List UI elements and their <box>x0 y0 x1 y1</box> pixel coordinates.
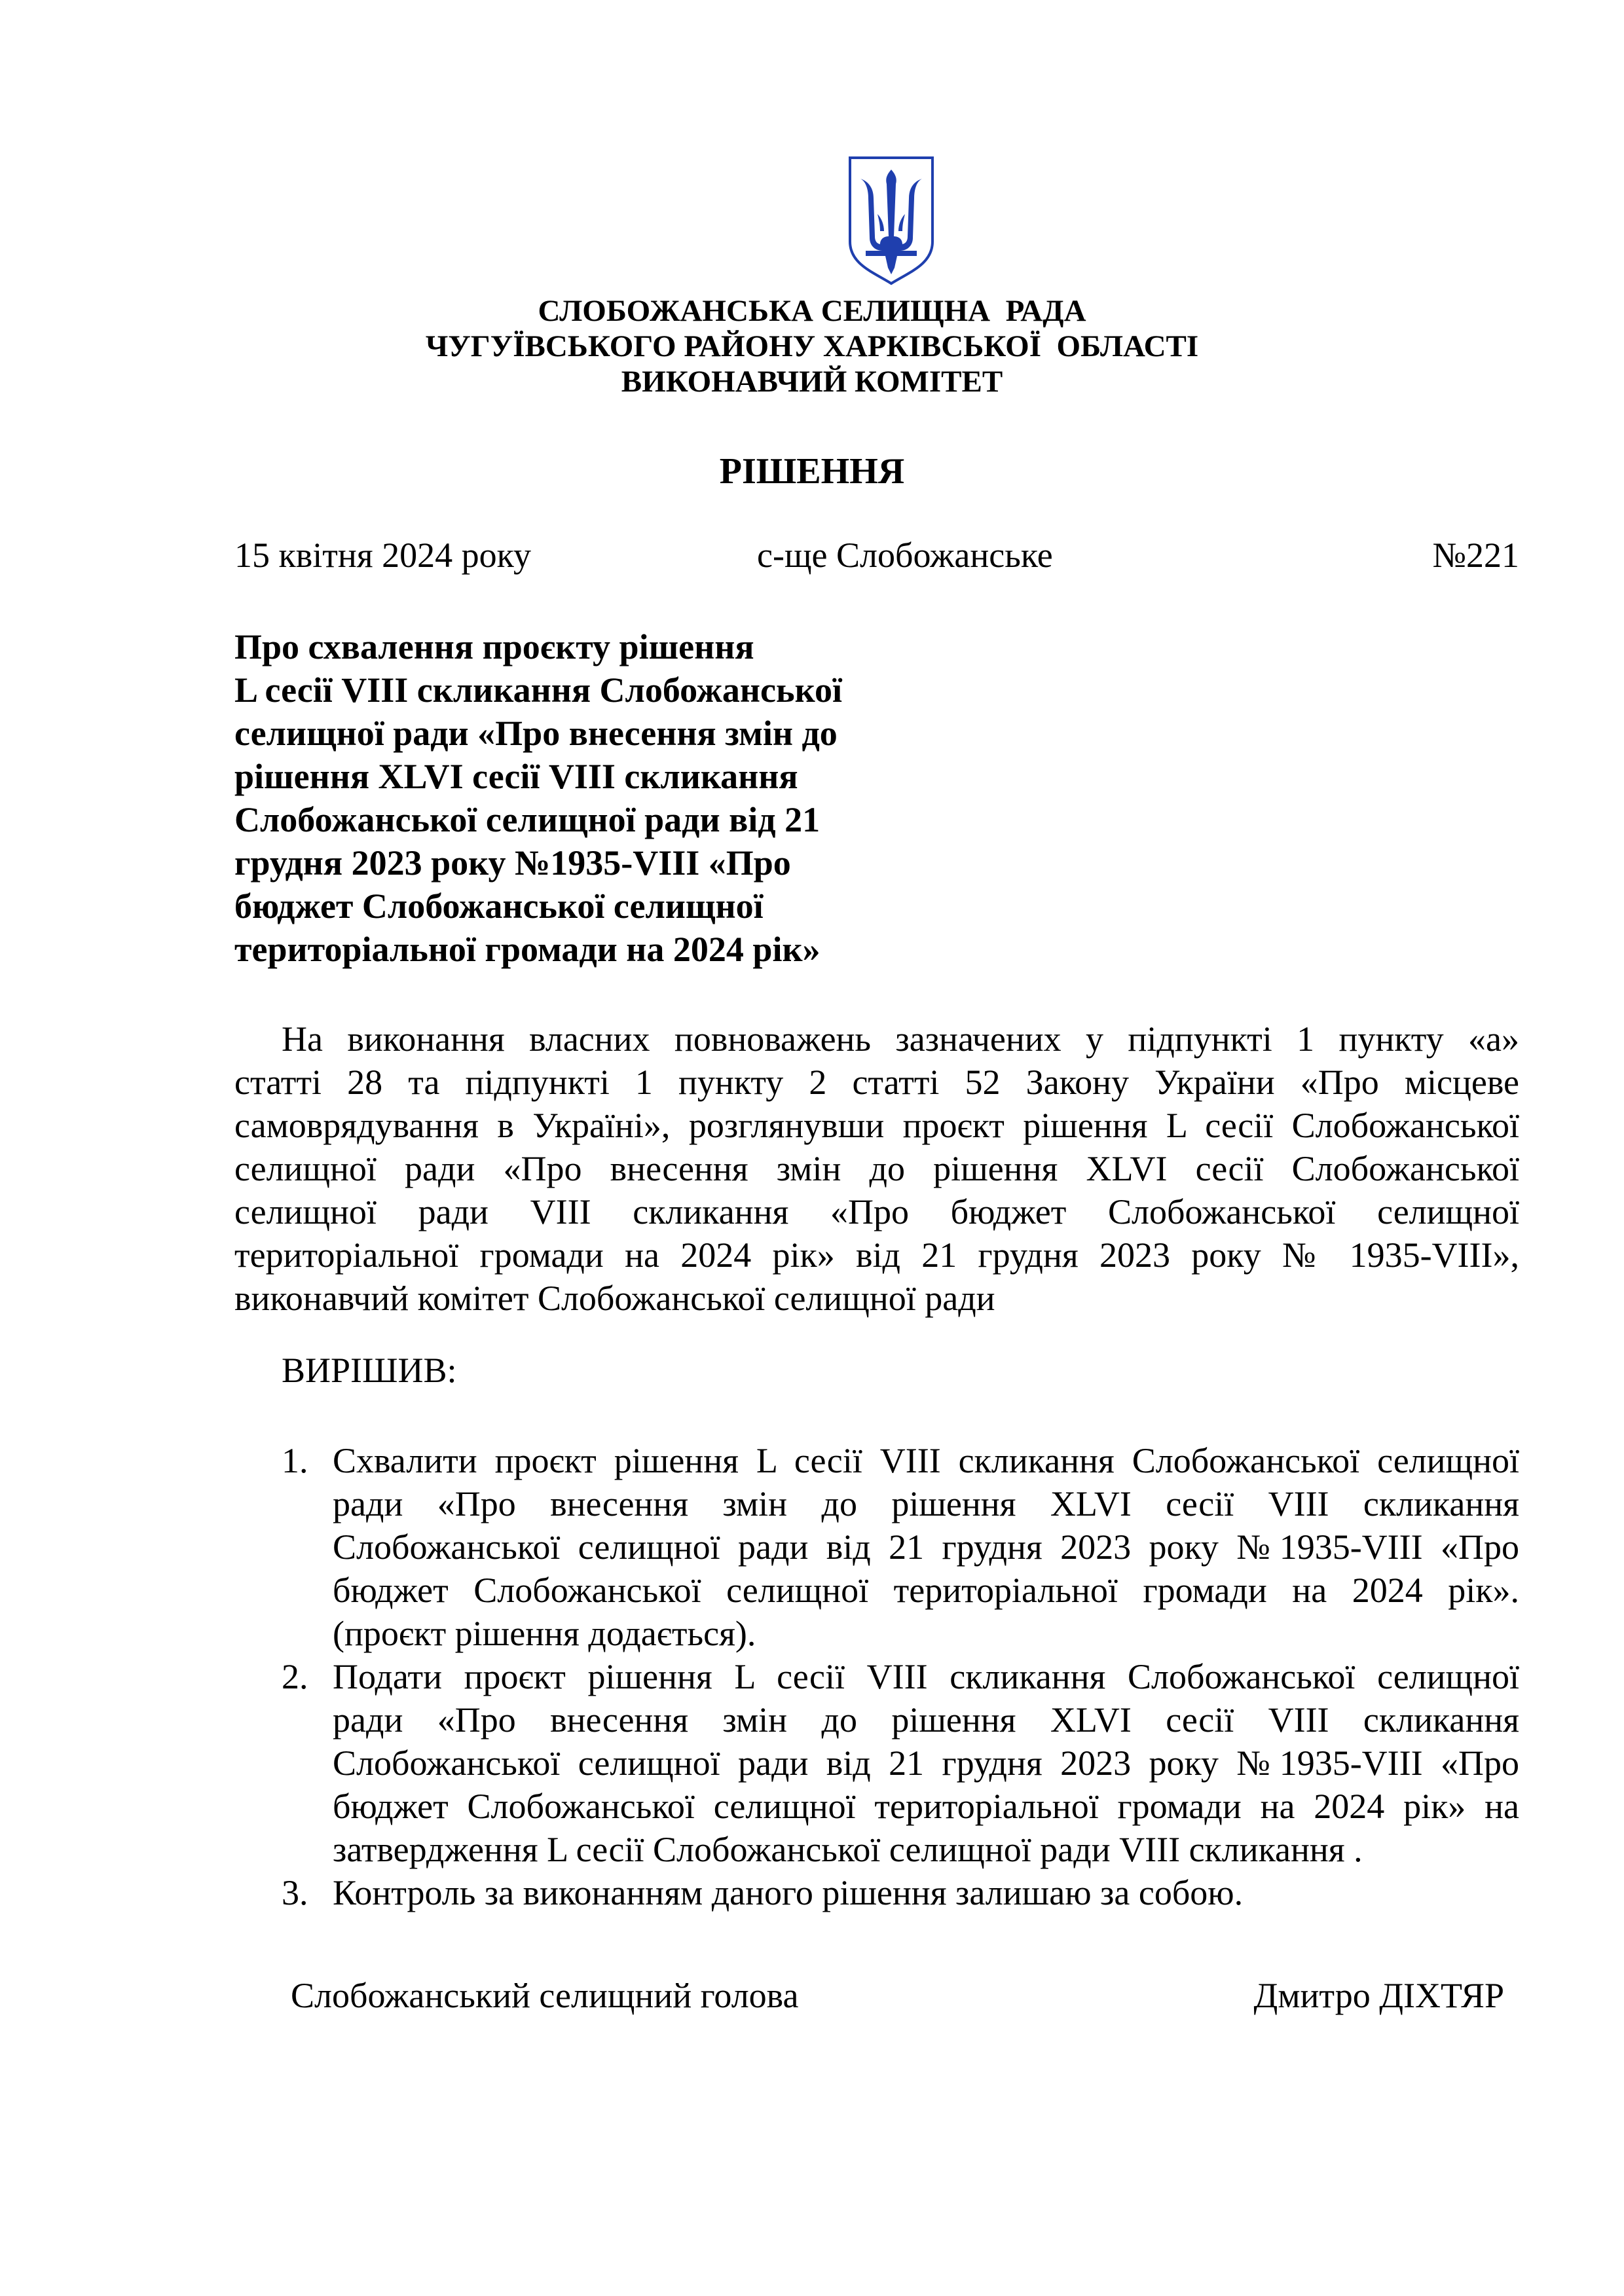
committee-name: ВИКОНАВЧИЙ КОМІТЕТ <box>621 365 1003 399</box>
item-number: 2. <box>282 1657 308 1696</box>
preamble-line: територіальної громади на 2024 рік» від 21 грудня 2023 року № 1935-VIII», <box>234 1235 1519 1275</box>
item-line: бюджет Слобожанської селищної територіальної громади на 2024 рік». <box>333 1571 1519 1610</box>
district-name: ЧУГУЇВСЬКОГО РАЙОНУ ХАРКІВСЬКОЇ ОБЛАСТІ <box>425 329 1199 363</box>
item-line: Контроль за виконанням даного рішення залишаю за собою. <box>333 1873 1244 1912</box>
document-date: 15 квітня 2024 року <box>234 536 532 575</box>
document-place: с-ще Слобожанське <box>757 536 1053 575</box>
preamble-paragraph <box>234 1017 1519 1320</box>
preamble-line: селищної ради VIII скликання «Про бюджет Слобожанської селищної <box>234 1192 1519 1231</box>
document-number: №221 <box>1432 536 1519 575</box>
subject-line: рішення XLVI сесії VIII скликання <box>234 757 798 796</box>
subject-line: грудня 2023 року №1935-VIII «Про <box>234 843 791 883</box>
subject-line: L сесії VIII скликання Слобожанської <box>234 670 842 710</box>
subject-line: територіальної громади на 2024 рік» <box>234 930 821 969</box>
item-line: Слобожанської селищної ради від 21 грудня 2023 року №1935-VIII «Про <box>333 1743 1519 1783</box>
council-name: СЛОБОЖАНСЬКА СЕЛИЩНА РАДА <box>538 294 1086 328</box>
resolved-heading: ВИРІШИВ: <box>282 1351 457 1390</box>
item-line: затвердження L сесії Слобожанської селищної ради VIII скликання . <box>333 1830 1363 1869</box>
preamble-line: статті 28 та підпункті 1 пункту 2 статті 52 Закону України «Про місцеве <box>234 1063 1519 1102</box>
document-subject <box>234 625 889 971</box>
trident-coat-of-arms-icon <box>846 155 936 286</box>
item-line: бюджет Слобожанської селищної територіальної громади на 2024 рік» на <box>333 1787 1519 1826</box>
list-item <box>282 1439 1519 1655</box>
signatory-name: Дмитро ДІХТЯР <box>1253 1976 1504 2015</box>
subject-line: Про схвалення проєкту рішення <box>234 627 754 666</box>
item-number: 3. <box>282 1873 308 1912</box>
list-item <box>282 1655 1519 1871</box>
item-line: Слобожанської селищної ради від 21 грудня 2023 року №1935-VIII «Про <box>333 1527 1519 1567</box>
document-type-title: РІШЕННЯ <box>719 451 905 492</box>
subject-line: селищної ради «Про внесення змін до <box>234 714 838 753</box>
item-line: ради «Про внесення змін до рішення XLVI сесії VIII скликання <box>333 1484 1519 1523</box>
item-line: (проєкт рішення додається). <box>333 1614 756 1653</box>
preamble-line: селищної ради «Про внесення змін до рішення XLVI сесії Слобожанської <box>234 1149 1519 1188</box>
preamble-line: На виконання власних повноважень зазначених у підпункті 1 пункту «а» <box>282 1019 1519 1059</box>
item-number: 1. <box>282 1441 308 1480</box>
item-line: ради «Про внесення змін до рішення XLVI сесії VIII скликання <box>333 1700 1519 1740</box>
subject-line: Слобожанської селищної ради від 21 <box>234 800 821 839</box>
subject-line: бюджет Слобожанської селищної <box>234 886 764 926</box>
issuer-header <box>0 293 1624 399</box>
signatory-position: Слобожанський селищний голова <box>291 1976 799 2015</box>
resolution-items <box>282 1439 1519 1914</box>
item-line: Схвалити проєкт рішення L сесії VIII скликання Слобожанської селищної <box>333 1441 1519 1480</box>
list-item <box>282 1871 1519 1914</box>
item-line: Подати проєкт рішення L сесії VIII скликання Слобожанської селищної <box>333 1657 1519 1696</box>
document-meta <box>234 535 1519 575</box>
preamble-line: самоврядування в Україні», розглянувши проєкт рішення L сесії Слобожанської <box>234 1106 1519 1145</box>
preamble-line: виконавчий комітет Слобожанської селищної ради <box>234 1279 995 1318</box>
